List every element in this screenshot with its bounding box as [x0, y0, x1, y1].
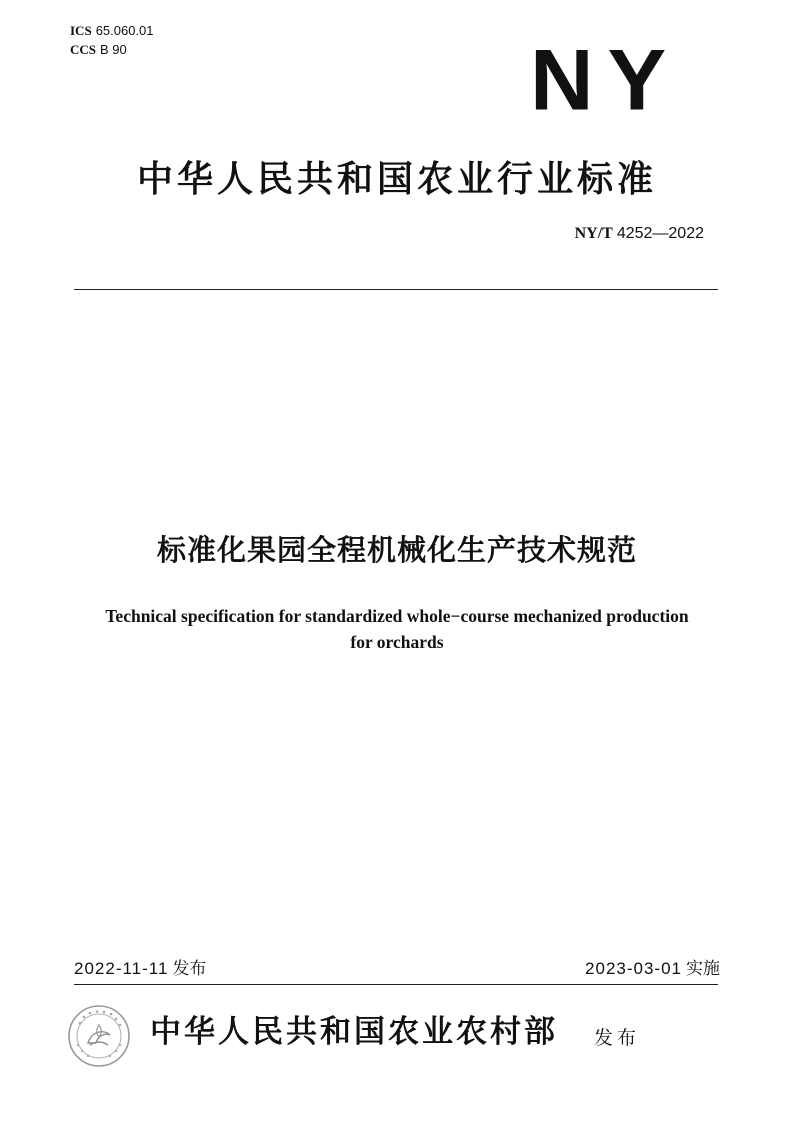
ccs-code	[70, 42, 127, 58]
standard-number-value: 4252—2022	[616, 225, 704, 242]
ccs-number: B 90	[100, 42, 127, 57]
issuer-name: 中华人民共和国农业农村部	[150, 1014, 558, 1050]
ics-number: 65.060.01	[95, 23, 154, 38]
implementation-date-word: 实施	[686, 959, 720, 979]
issuer-suffix: 发布	[594, 1027, 641, 1049]
bottom-divider	[74, 984, 718, 985]
issue-date-value: 2022-11-11	[74, 959, 169, 978]
ics-label: ICS	[70, 23, 92, 38]
title-chinese: 标准化果园全程机械化生产技术规范	[156, 533, 637, 567]
top-divider	[74, 289, 718, 290]
issue-date	[74, 958, 206, 980]
implementation-date	[585, 958, 720, 980]
ny-logo: NY	[530, 31, 681, 129]
title-english-line1: Technical specification for standardized whole−course mechanized production	[105, 606, 689, 626]
ministry-seal-icon	[66, 1003, 132, 1069]
ccs-label: CCS	[70, 42, 97, 57]
ics-code	[70, 23, 154, 39]
standard-number	[575, 224, 704, 244]
implementation-date-value: 2023-03-01	[585, 959, 682, 978]
issue-date-word: 发布	[172, 959, 207, 979]
title-english-line2: for orchards	[350, 632, 444, 652]
standard-number-prefix: NY/T	[574, 225, 613, 242]
standard-type-heading: 中华人民共和国农业行业标准	[136, 159, 657, 200]
